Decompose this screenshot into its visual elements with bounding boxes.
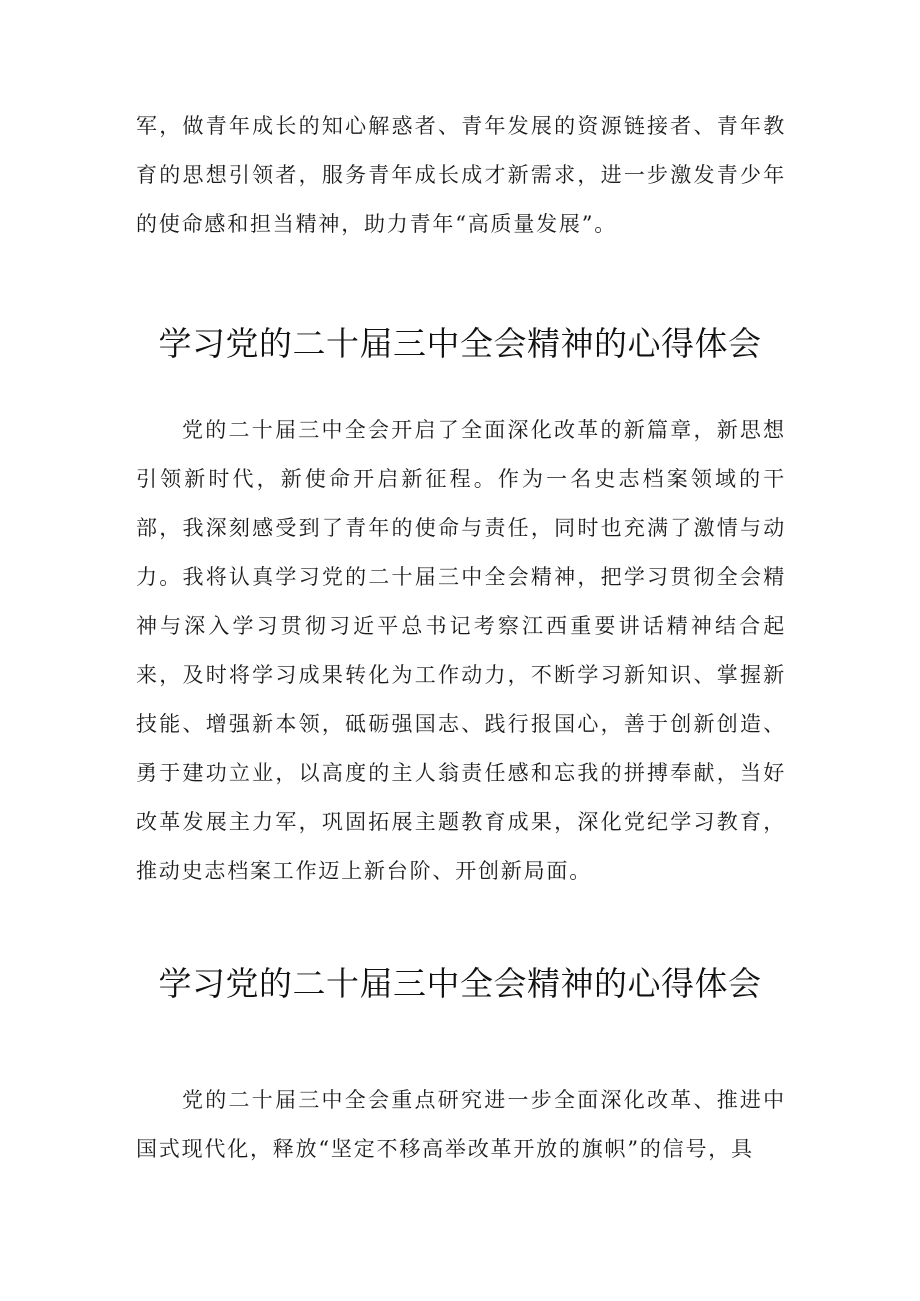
section-paragraph: 党的二十届三中全会开启了全面深化改革的新篇章，新思想引领新时代，新使命开启新征程。作为一名史志档案领域的干部，我深刻感受到了青年的使命与责任，同时也充满了激情与动力。我将认真学习党的二十届三中全会精神，把学习贯彻全会精神与深入学习贯彻习近平总书记考察江西重要讲话精神结合起来，及时将学习成果转化为工作动力，不断学习新知识、掌握新技能、增强新本领，砥砺强国志、践行报国心，善于创新创造、勇于建功立业，以高度的主人翁责任感和忘我的拼搏奉献，当好改革发展主力军，巩固拓展主题教育成果，深化党纪学习教育，推动史志档案工作迈上新台阶、开创新局面。 — [136, 418, 786, 883]
section-title: 学习党的二十届三中全会精神的心得体会 — [158, 964, 762, 1003]
section-paragraph: 党的二十届三中全会重点研究进一步全面深化改革、推进中国式现代化，释放“坚定不移高举改革开放的旗帜”的信号，具 — [136, 1088, 786, 1161]
continued-paragraph: 军，做青年成长的知心解惑者、青年发展的资源链接者、青年教育的思想引领者，服务青年成长成才新需求，进一步激发青少年的使命感和担当精神，助力青年“高质量发展”。 — [136, 114, 786, 236]
section-title: 学习党的二十届三中全会精神的心得体会 — [158, 324, 762, 363]
